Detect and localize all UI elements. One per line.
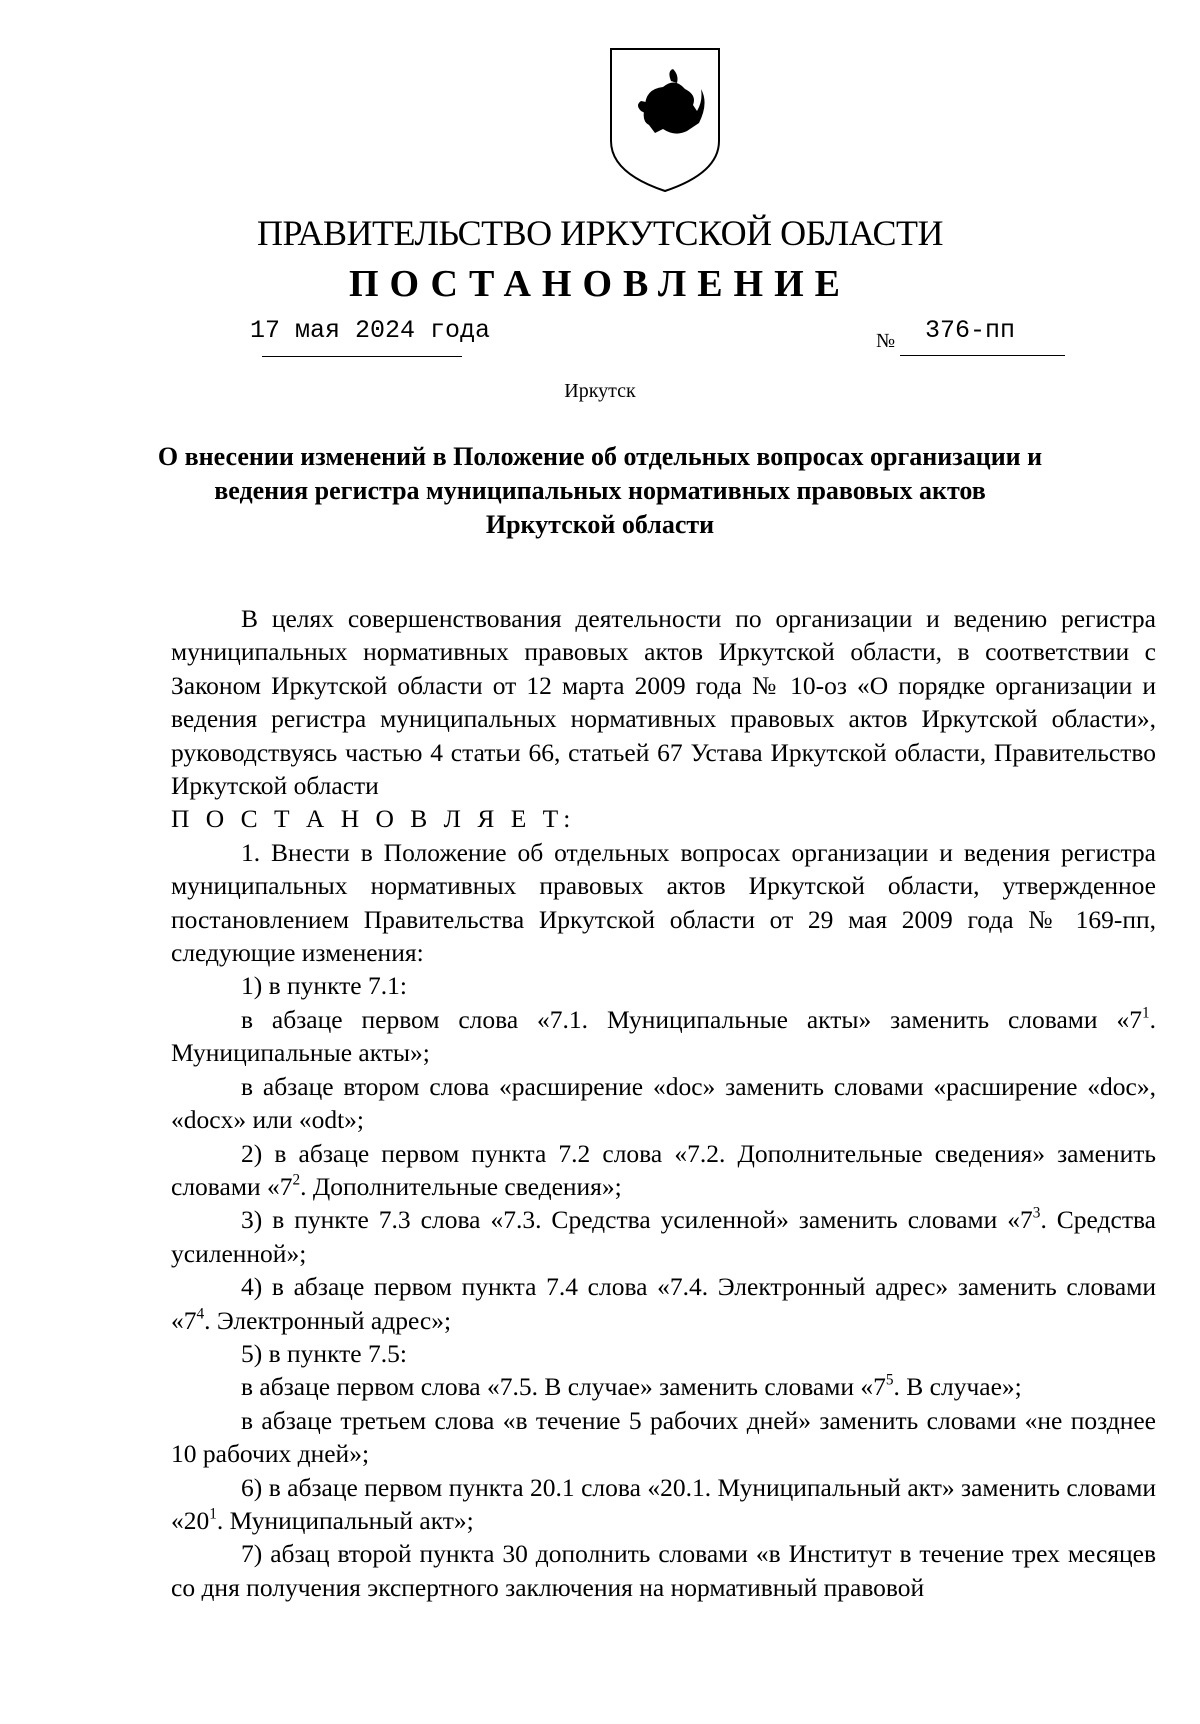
paragraph: 7) абзац второй пункта 30 дополнить словами «в Институт в течение трех месяцев со дня получения экспертного заключения на нормативный правовой [171, 1539, 1156, 1602]
paragraph: в абзаце третьем слова «в течение 5 рабочих дней» заменить словами «не позднее 10 рабочих дней»; [171, 1405, 1156, 1469]
text-span: . Электронный адрес»; [204, 1305, 452, 1335]
paragraph [171, 1370, 1156, 1403]
paragraph [171, 1471, 1156, 1538]
text-span: 3) в пункте 7.3 слова «7.3. Средства усиленной» заменить словами «7 [241, 1205, 1033, 1235]
text-span: . Средства усиленной»; [171, 1205, 1156, 1268]
paragraph [171, 1270, 1156, 1337]
superscript: 5 [885, 1371, 894, 1389]
text-span: 6) в абзаце первом пункта 20.1 слова «20.1. Муниципальный акт» заменить словами «20 [171, 1472, 1156, 1535]
document-type: ПОСТАНОВЛЕНИЕ [348, 263, 852, 305]
superscript: 4 [196, 1304, 205, 1322]
paragraph [171, 1203, 1156, 1270]
paragraph: 1) в пункте 7.1: [241, 971, 407, 1001]
text-span: . Муниципальный акт»; [216, 1505, 474, 1535]
document-number: 376-пп [925, 316, 1016, 345]
text-span: 2) в абзаце первом пункта 7.2 слова «7.2. Дополнительные сведения» заменить словами «7 [171, 1138, 1156, 1201]
paragraph: 1. Внести в Положение об отдельных вопросах организации и ведения регистра муниципальных нормативных правовых актов Иркутской области, утвержденное постановлением Правительства Иркутской области от 29 мая 2009 года № 169-пп, следующие изменения: [171, 837, 1156, 968]
text-span: в абзаце первом слова «7.5. В случае» заменить словами «7 [241, 1372, 886, 1402]
superscript: 1 [209, 1505, 217, 1523]
text-span: . Дополнительные сведения»; [300, 1171, 622, 1201]
text-span: в абзаце первом слова «7.1. Муниципальные акты» заменить словами «7 [241, 1004, 1142, 1034]
text-span: . Муниципальные акты»; [171, 1004, 1156, 1068]
title-line: Иркутской области [485, 510, 715, 539]
text-span: . В случае»; [893, 1372, 1022, 1402]
superscript: 3 [1032, 1204, 1041, 1222]
paragraph [171, 1137, 1156, 1204]
paragraph: в абзаце втором слова «расширение «doc» заменить словами «расширение «doc», «docx» или «odt»; [171, 1071, 1156, 1135]
date-underline [262, 356, 462, 357]
decree-word: П О С Т А Н О В Л Я Е Т: [171, 804, 576, 834]
paragraph: 5) в пункте 7.5: [241, 1338, 407, 1368]
number-underline [900, 355, 1065, 356]
text-span: 4) в абзаце первом пункта 7.4 слова «7.4. Электронный адрес» заменить словами «7 [171, 1272, 1156, 1335]
coat-of-arms-emblem [605, 45, 725, 195]
city-name: Иркутск [564, 380, 636, 402]
document-title [150, 440, 1050, 542]
title-line: ведения регистра муниципальных нормативных правовых актов [214, 476, 986, 505]
number-sign: № [876, 330, 896, 352]
paragraph [171, 1003, 1156, 1070]
superscript: 2 [292, 1171, 301, 1189]
title-line: О внесении изменений в Положение об отдельных вопросах организации и [157, 442, 1043, 471]
superscript: 1 [1141, 1004, 1150, 1022]
organization-name: ПРАВИТЕЛЬСТВО ИРКУТСКОЙ ОБЛАСТИ [257, 213, 943, 253]
document-body [171, 602, 1156, 1604]
intro-paragraph: В целях совершенствования деятельности по организации и ведению регистра муниципальных нормативных правовых актов Иркутской области, в соответствии с Законом Иркутской области от 12 марта 2009 года № 10-оз «О порядке организации и ведения регистра муниципальных нормативных правовых актов Иркутской области», руководствуясь частью 4 статьи 66, статьей 67 Устава Иркутской области, Правительство Иркутской области [171, 604, 1156, 801]
document-date: 17 мая 2024 года [250, 316, 491, 345]
